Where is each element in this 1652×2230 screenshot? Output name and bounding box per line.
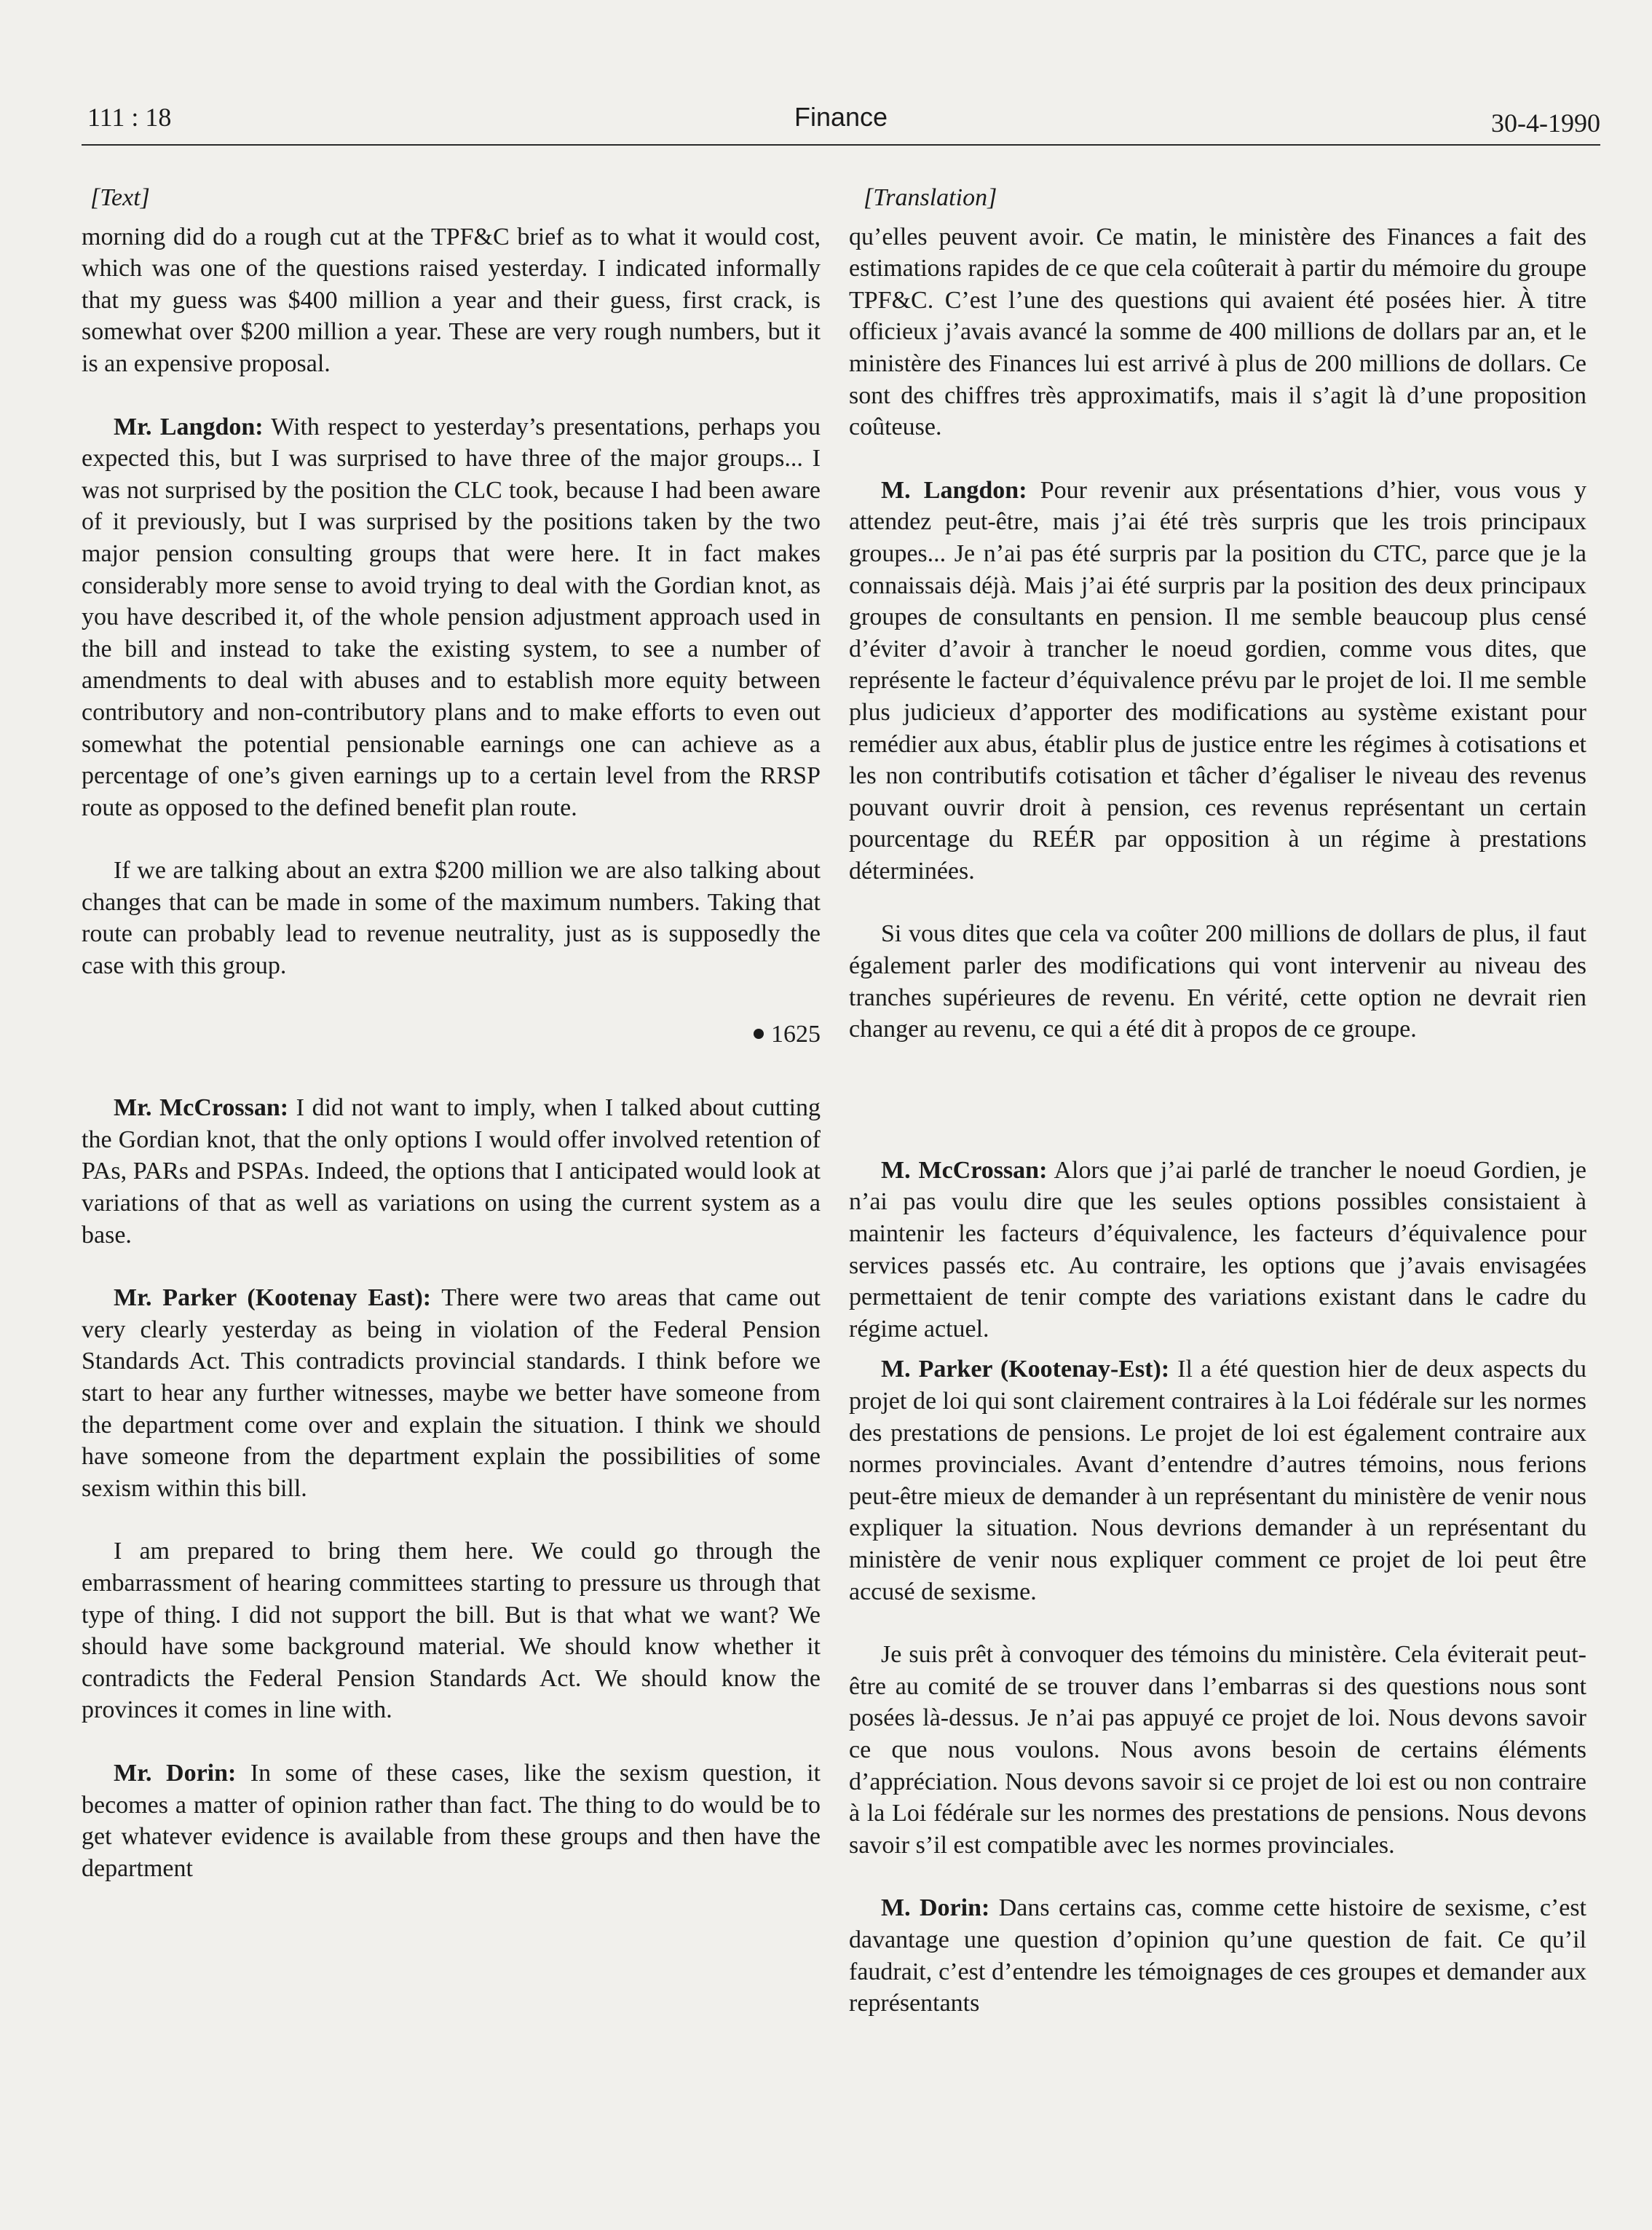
header-rule: [82, 144, 1600, 146]
paragraph: [82, 411, 821, 824]
paragraph: [849, 918, 1586, 1045]
paragraph-text: I did not want to imply, when I talked about cutting the Gordian knot, that the only options I would offer involved retention of PAs, PARs and PSPAs. Indeed, the options that I anticipated would look at variations of that as well as variations on using the current system as a base.: [82, 1094, 821, 1249]
speaker-name: M. Dorin:: [881, 1894, 990, 1922]
paragraph-text: Il a été question hier de deux aspects du projet de loi qui sont clairement contraires à la Loi fédérale sur les normes des prestations de pensions. Le projet de loi est également contraire aux normes provinciales. Avant d’entendre d’autres témoins, nous ferions peut-être mieux de demander à un représentant du ministère de venir nous expliquer la situation. Nous devrions demander à un représentant du ministère de venir nous expliquer comment ce projet de loi peut être accusé de sexisme.: [849, 1356, 1586, 1605]
paragraph-text: Pour revenir aux présentations d’hier, vous vous y attendez peut-être, mais j’ai été très surpris que les trois principaux groupes... Je n’ai pas été surpris par la position du CTC, parce que je la connaissais déjà. Mais j’ai été surpris par la position des deux principaux groupes de consultants en pension. Il me semble beaucoup plus censé d’éviter d’avoir à trancher le noeud gordien, comme vous dites, que représente le facteur d’équivalence prévu par le projet de loi. Il me semble plus judicieux d’apporter des modifications au système existant pour remédier aux abus, établir plus de justice entre les régimes à cotisations et les non contributifs cotisation et tâcher d’égaliser le niveau des revenus pouvant ouvrir droit à pension, ces revenus représentant un certain pourcentage du REÉR par opposition à un régime à prestations déterminées.: [849, 476, 1586, 885]
paragraph: [82, 1535, 821, 1726]
page-header: [82, 102, 1600, 143]
speaker-name: Mr. Dorin:: [114, 1759, 237, 1787]
speaker-name: M. McCrossan:: [881, 1156, 1048, 1184]
paragraph-text: If we are talking about an extra $200 million we are also talking about changes that can be made in some of the maximum numbers. Taking that route can probably lead to revenue neutrality, just as is supposedly the case with this group.: [82, 857, 821, 980]
paragraph-text: With respect to yesterday’s presentations, perhaps you expected this, but I was surprised to have three of the major groups... I was not surprised by the position the CLC took, because I had been aware of it previously, but I was surprised by the positions taken by the two major pension consulting groups that were here. It in fact makes considerably more sense to avoid trying to deal with the Gordian knot, as you have described it, of the whole pension adjustment approach used in the bill and instead to take the existing system, to see a number of amendments to deal with abuses and to establish more equity between contributory and non-contributory plans and to make efforts to even out somewhat the potential pensionable earnings one can achieve as a percentage of one’s given earnings up to a certain level from the RRSP route as opposed to the defined benefit plan route.: [82, 413, 821, 821]
paragraph-text: morning did do a rough cut at the TPF&C brief as to what it would cost, which was one of the questions raised yesterday. I indicated informally that my guess was $400 million a year and their guess, first crack, is somewhat over $200 million a year. These are very rough numbers, but it is an expensive proposal.: [82, 223, 821, 377]
paragraph-text: I am prepared to bring them here. We could go through the embarrassment of hearing committees starting to pressure us through that type of thing. I did not support the bill. But is that what we want? We should have some background material. We should know whether it contradicts the Federal Pension Standards Act. We should know the provinces it comes in line with.: [82, 1538, 821, 1724]
speaker-name: Mr. Parker (Kootenay East):: [114, 1284, 432, 1312]
column-label-translation: [Translation]: [863, 184, 997, 211]
paragraph-text: qu’elles peuvent avoir. Ce matin, le ministère des Finances a fait des estimations rapides de ce que cela coûterait à partir du mémoire du groupe TPF&C. C’est l’une des questions qui avaient été posées hier. À titre officieux j’avais avancé la somme de 400 millions de dollars par an, et le ministère des Finances lui est arrivé à plus de 200 millions de dollars. Ce sont des chiffres très approximatifs, mais il s’agit là d’une proposition coûteuse.: [849, 223, 1586, 441]
column-label-text: [Text]: [90, 184, 150, 211]
paragraph: [82, 1757, 821, 1884]
paragraph: [82, 221, 821, 380]
paragraph: [849, 1155, 1586, 1345]
paragraph-text: There were two areas that came out very clearly yesterday as being in violation of the Federal Pension Standards Act. This contradicts provincial standards. I think before we start to hear any further witnesses, maybe we better have someone from the department come over and explain the situation. I think we should have someone from the department explain the possibilities of some sexism within this bill.: [82, 1284, 821, 1502]
speaker-name: Mr. McCrossan:: [114, 1094, 289, 1122]
page-title: Finance: [794, 102, 888, 132]
bullet-dot-icon: [754, 1029, 764, 1039]
speaker-name: M. Parker (Kootenay-Est):: [881, 1356, 1170, 1383]
speaker-name: M. Langdon:: [881, 476, 1027, 504]
paragraph: [82, 1282, 821, 1504]
english-column: [82, 182, 821, 1915]
paragraph-text: Dans certains cas, comme cette histoire de sexisme, c’est davantage une question d’opinion qu’une question de fait. Ce qu’il faudrait, c’est d’entendre les témoignages de ces groupes et demander aux représentants: [849, 1894, 1586, 2017]
paragraph: [849, 1353, 1586, 1608]
paragraph: [82, 1092, 821, 1251]
time-marker: [82, 1019, 821, 1051]
paragraph: [849, 221, 1586, 443]
french-column: [849, 182, 1586, 2051]
paragraph: [82, 855, 821, 981]
time-marker-text: 1625: [771, 1020, 821, 1048]
paragraph-text: Alors que j’ai parlé de trancher le noeud Gordien, je n’ai pas voulu dire que les seules options possibles consistaient à maintenir les facteurs d’équivalence, les facteurs d’équivalence pour services passés etc. Au contraire, les options que j’avais envisagées permettaient de tenir compte des variations existant dans le cadre du régime actuel.: [849, 1156, 1587, 1343]
paragraph: [849, 1639, 1586, 1861]
header-date: 30-4-1990: [1491, 108, 1600, 138]
paragraph-text: Si vous dites que cela va coûter 200 millions de dollars de plus, il faut également parler des modifications qui vont intervenir au niveau des tranches supérieures de revenu. En vérité, cette option ne devrait rien changer au revenu, ce qui a été dit à propos de ce groupe.: [849, 920, 1586, 1043]
speaker-name: Mr. Langdon:: [114, 413, 264, 440]
paragraph: [849, 1892, 1586, 2019]
paragraph-text: Je suis prêt à convoquer des témoins du ministère. Cela éviterait peut-être au comité de se trouver dans l’embarras si des questions nous sont posées là-dessus. Je n’ai pas appuyé ce projet de loi. Nous devons savoir ce que nous voulons. Nous avons besoin de certains éléments d’appréciation. Nous devons savoir si ce projet de loi est ou non contraire à la Loi fédérale sur les normes des prestations de pensions. Nous devons savoir s’il est compatible avec les normes provinciales.: [849, 1641, 1586, 1859]
paragraph: [849, 475, 1586, 887]
page-number: 111 : 18: [87, 103, 172, 132]
paragraph-text: In some of these cases, like the sexism question, it becomes a matter of opinion rather than fact. The thing to do would be to get whatever evidence is available from these groups and then have the department: [82, 1759, 821, 1882]
